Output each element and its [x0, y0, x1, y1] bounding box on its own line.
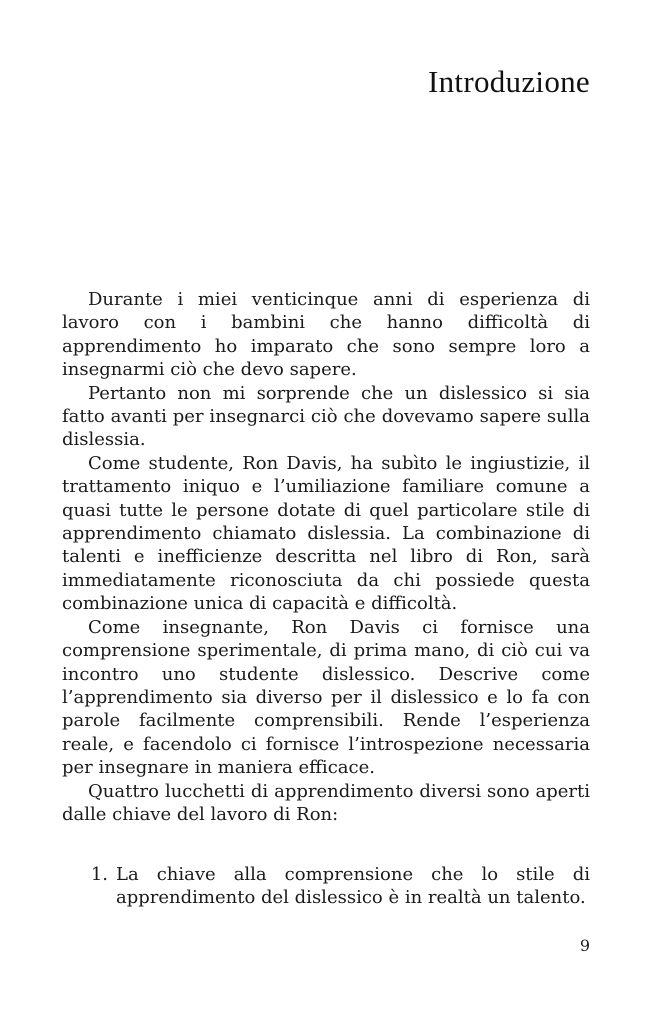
- paragraph: Come insegnante, Ron Davis ci fornisce una comprensione sperimentale, di prima mano, di ciò cui va incontro uno studente dislessico. Descrive come l’apprendimento sia diverso per il dislessico e lo fa con parole facilmente comprensibili. Rende l’esperienza reale, e facendolo ci fornisce l’introspezione necessaria per insegnare in maniera efficace.: [62, 616, 590, 779]
- list-item: [62, 863, 590, 910]
- page-number: 9: [579, 936, 590, 955]
- list-item-text: La chiave alla comprensione che lo stile di apprendimento del dislessico è in realtà un talento.: [116, 864, 590, 909]
- list-item-number: 1.: [90, 864, 108, 885]
- paragraph: Come studente, Ron Davis, ha subìto le ingiustizie, il trattamento iniquo e l’umiliazione familiare comune a quasi tutte le persone dotate di quel particolare stile di apprendimento chiamato dislessia. La combinazione di talenti e inefficienze descritta nel libro di Ron, sarà immediatamente riconosciuta da chi possiede questa combinazione unica di capacità e difficoltà.: [62, 452, 590, 615]
- numbered-list: [62, 863, 590, 910]
- body-text: [62, 288, 590, 826]
- paragraph: Pertanto non mi sorprende che un dislessico si sia fatto avanti per insegnarci ciò che dovevamo sapere sulla dislessia.: [62, 382, 590, 451]
- paragraph: Quattro lucchetti di apprendimento diversi sono aperti dalle chiave del lavoro di Ron:: [62, 780, 590, 825]
- chapter-title: Introduzione: [428, 64, 590, 99]
- paragraph: Durante i miei venticinque anni di esperienza di lavoro con i bambini che hanno difficoltà di apprendimento ho imparato che sono sempre loro a insegnarmi ciò che devo sapere.: [62, 289, 590, 381]
